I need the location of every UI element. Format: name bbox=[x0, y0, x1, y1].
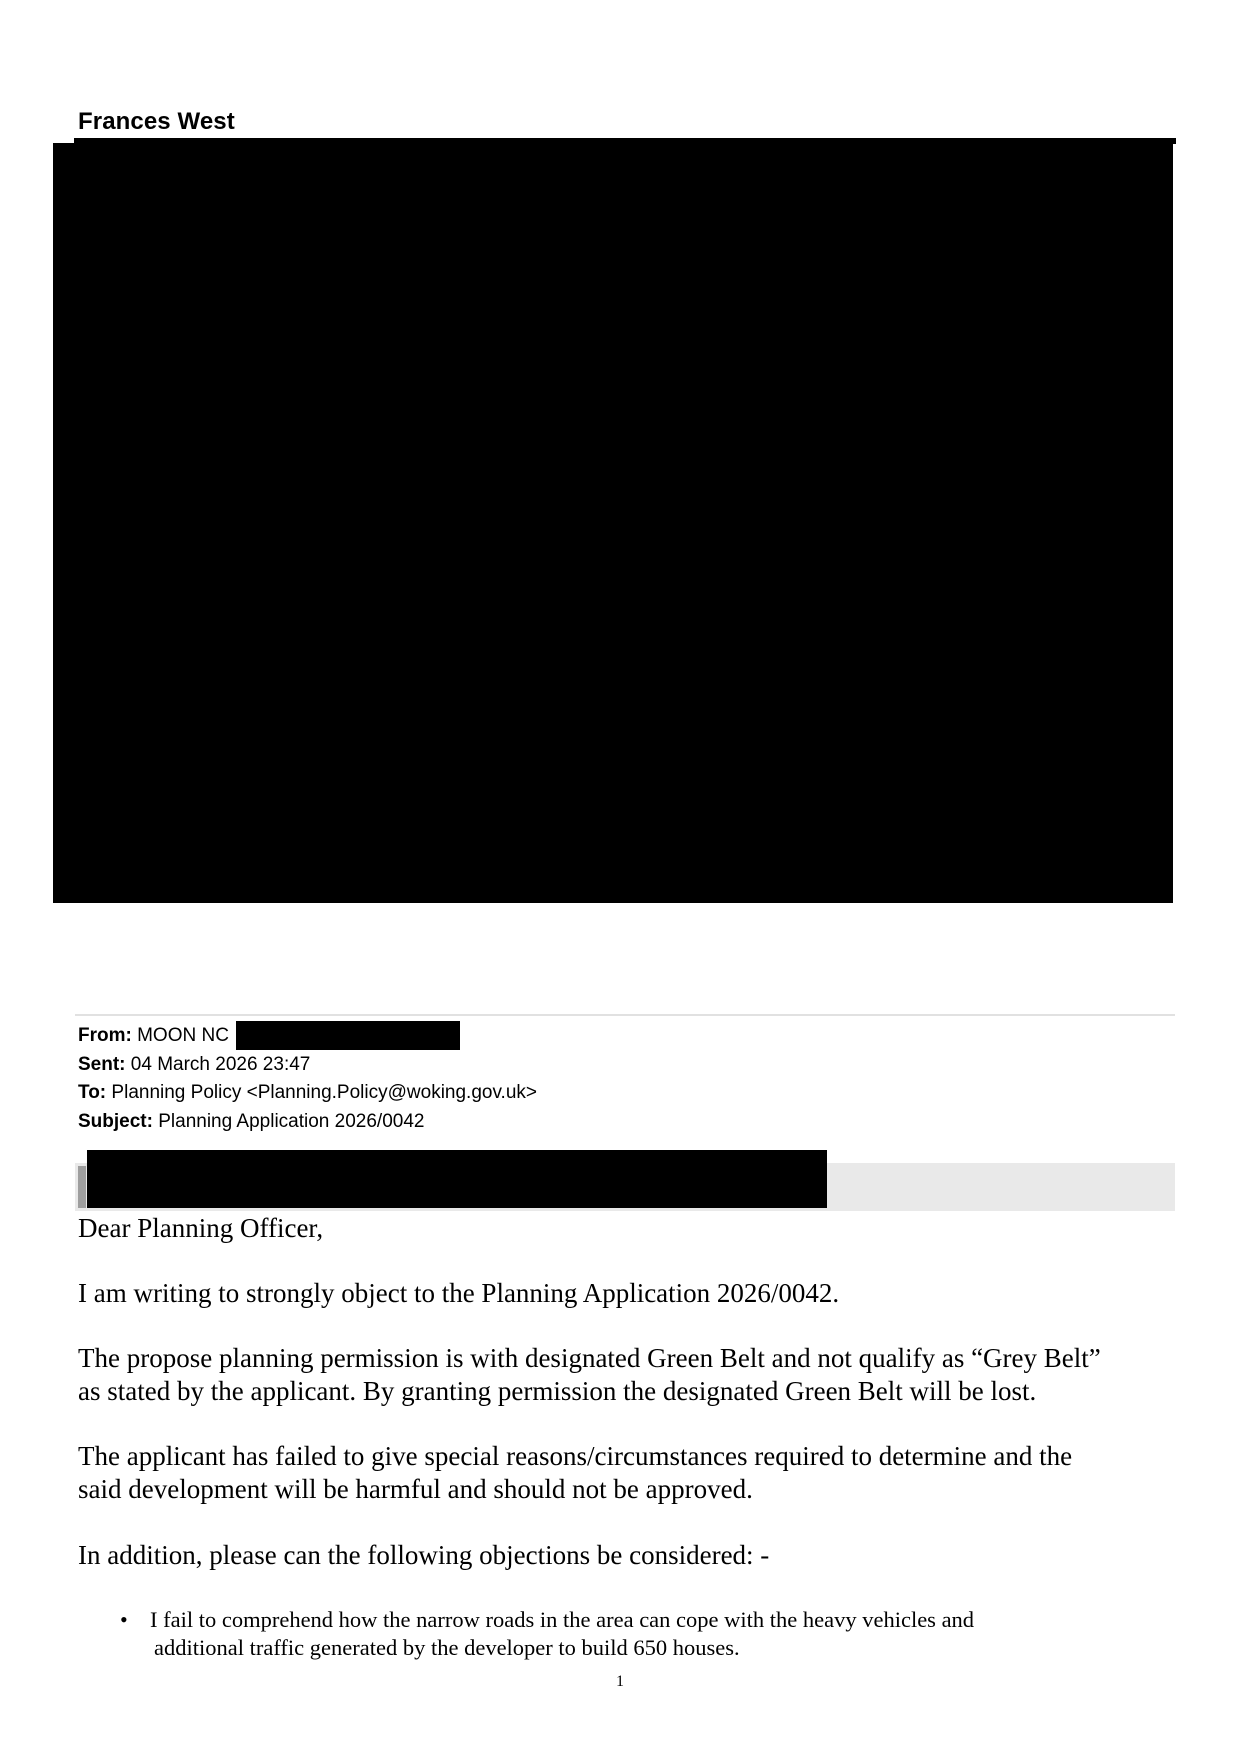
letter-objection-paragraph: I am writing to strongly object to the Planning Application 2026/0042. bbox=[78, 1278, 840, 1308]
letter-reasons-paragraph bbox=[78, 1440, 1072, 1506]
from-label: From: bbox=[78, 1025, 132, 1046]
reasons-line-2: said development will be harmful and should not be approved. bbox=[78, 1474, 753, 1504]
email-to-line bbox=[78, 1079, 537, 1108]
letter-addition-paragraph: In addition, please can the following objections be considered: - bbox=[78, 1540, 770, 1570]
bullet-line-2: additional traffic generated by the developer to build 650 houses. bbox=[154, 1635, 740, 1660]
sent-label: Sent: bbox=[78, 1053, 126, 1075]
to-label: To: bbox=[78, 1082, 107, 1103]
redaction-banner-text bbox=[87, 1150, 827, 1208]
to-value: Planning Policy <Planning.Policy@woking.gov.uk> bbox=[111, 1082, 537, 1103]
green-belt-line-1: The propose planning permission is with designated Green Belt and not qualify as “Grey Belt” bbox=[78, 1343, 1101, 1373]
bullet-item-roads bbox=[150, 1606, 1150, 1662]
letter-greeting: Dear Planning Officer, bbox=[78, 1213, 324, 1243]
bullet-line-1: I fail to comprehend how the narrow roads in the area can cope with the heavy vehicles and bbox=[150, 1607, 975, 1632]
from-value: MOON NC bbox=[137, 1025, 229, 1046]
redaction-block-main bbox=[53, 143, 1173, 903]
sender-name: Frances West bbox=[78, 108, 235, 135]
page-number: 1 bbox=[616, 1673, 624, 1690]
green-belt-line-2: as stated by the applicant. By granting permission the designated Green Belt will be lost. bbox=[78, 1376, 1037, 1406]
bullet-marker: • bbox=[120, 1607, 128, 1632]
banner-accent-bar bbox=[78, 1166, 86, 1208]
email-subject-line bbox=[78, 1108, 537, 1137]
reasons-line-1: The applicant has failed to give special reasons/circumstances required to determine and the bbox=[78, 1441, 1073, 1471]
letter-green-belt-paragraph bbox=[78, 1342, 1101, 1408]
subject-label: Subject: bbox=[78, 1110, 153, 1132]
email-header-divider bbox=[75, 1014, 1175, 1016]
email-sent-line bbox=[78, 1051, 537, 1080]
redaction-from-address bbox=[236, 1021, 460, 1050]
subject-value: Planning Application 2026/0042 bbox=[158, 1110, 425, 1132]
sent-value: 04 March 2026 23:47 bbox=[130, 1053, 311, 1075]
